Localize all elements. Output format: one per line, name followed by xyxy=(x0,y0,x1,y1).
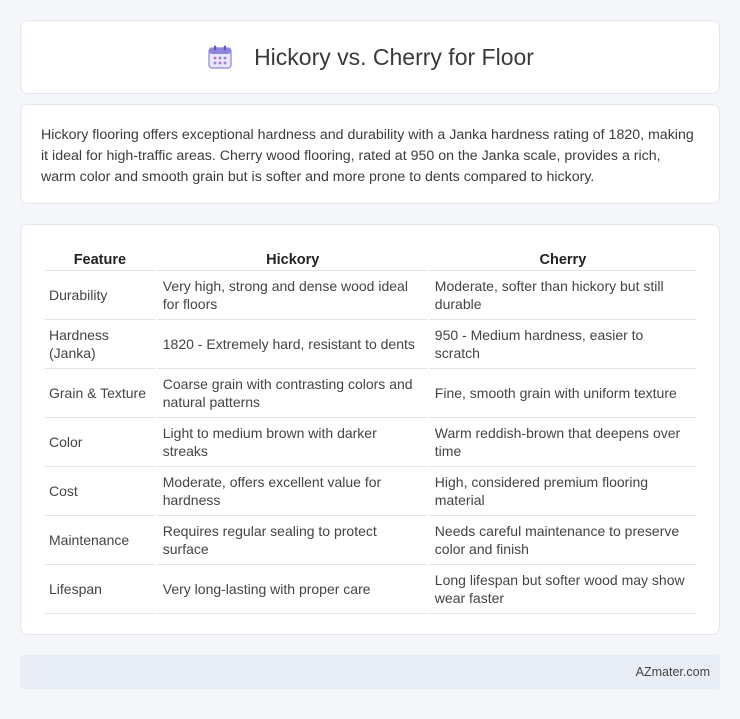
header-cherry: Cherry xyxy=(430,245,696,271)
footer-brand: AZmater.com xyxy=(635,665,710,679)
comparison-table xyxy=(42,245,698,614)
cell-cherry: Warm reddish-brown that deepens over time xyxy=(430,418,696,467)
cell-feature: Hardness (Janka) xyxy=(44,320,156,369)
summary-card xyxy=(20,104,720,204)
cell-hickory: Very long-lasting with proper care xyxy=(158,565,428,614)
calendar-icon xyxy=(206,43,234,71)
cell-hickory: Coarse grain with contrasting colors and natural patterns xyxy=(158,369,428,418)
cell-cherry: Fine, smooth grain with uniform texture xyxy=(430,369,696,418)
cell-feature: Grain & Texture xyxy=(44,369,156,418)
cell-cherry: Moderate, softer than hickory but still durable xyxy=(430,271,696,320)
cell-cherry: Needs careful maintenance to preserve color and finish xyxy=(430,516,696,565)
comparison-card xyxy=(20,224,720,635)
cell-hickory: 1820 - Extremely hard, resistant to dents xyxy=(158,320,428,369)
table-row xyxy=(44,467,696,516)
cell-hickory: Light to medium brown with darker streaks xyxy=(158,418,428,467)
table-row xyxy=(44,516,696,565)
summary-text: Hickory flooring offers exceptional hardness and durability with a Janka hardness rating of 1820, making it ideal for high-traffic areas. Cherry wood flooring, rated at 950 on the Janka scale, provides a rich, warm color and smooth grain but is softer and more prone to dents compared to hickory. xyxy=(41,127,694,185)
cell-hickory: Moderate, offers excellent value for hardness xyxy=(158,467,428,516)
table-row xyxy=(44,320,696,369)
cell-cherry: Long lifespan but softer wood may show wear faster xyxy=(430,565,696,614)
cell-hickory: Requires regular sealing to protect surface xyxy=(158,516,428,565)
title-card xyxy=(20,20,720,94)
cell-feature: Durability xyxy=(44,271,156,320)
cell-feature: Maintenance xyxy=(44,516,156,565)
cell-feature: Cost xyxy=(44,467,156,516)
table-row xyxy=(44,369,696,418)
cell-feature: Color xyxy=(44,418,156,467)
table-row xyxy=(44,271,696,320)
cell-cherry: 950 - Medium hardness, easier to scratch xyxy=(430,320,696,369)
header-hickory: Hickory xyxy=(158,245,428,271)
cell-hickory: Very high, strong and dense wood ideal for floors xyxy=(158,271,428,320)
header-feature: Feature xyxy=(44,245,156,271)
footer xyxy=(20,655,720,689)
cell-feature: Lifespan xyxy=(44,565,156,614)
page-title: Hickory vs. Cherry for Floor xyxy=(254,43,534,70)
table-row xyxy=(44,565,696,614)
table-row xyxy=(44,418,696,467)
cell-cherry: High, considered premium flooring material xyxy=(430,467,696,516)
table-header-row xyxy=(44,245,696,271)
